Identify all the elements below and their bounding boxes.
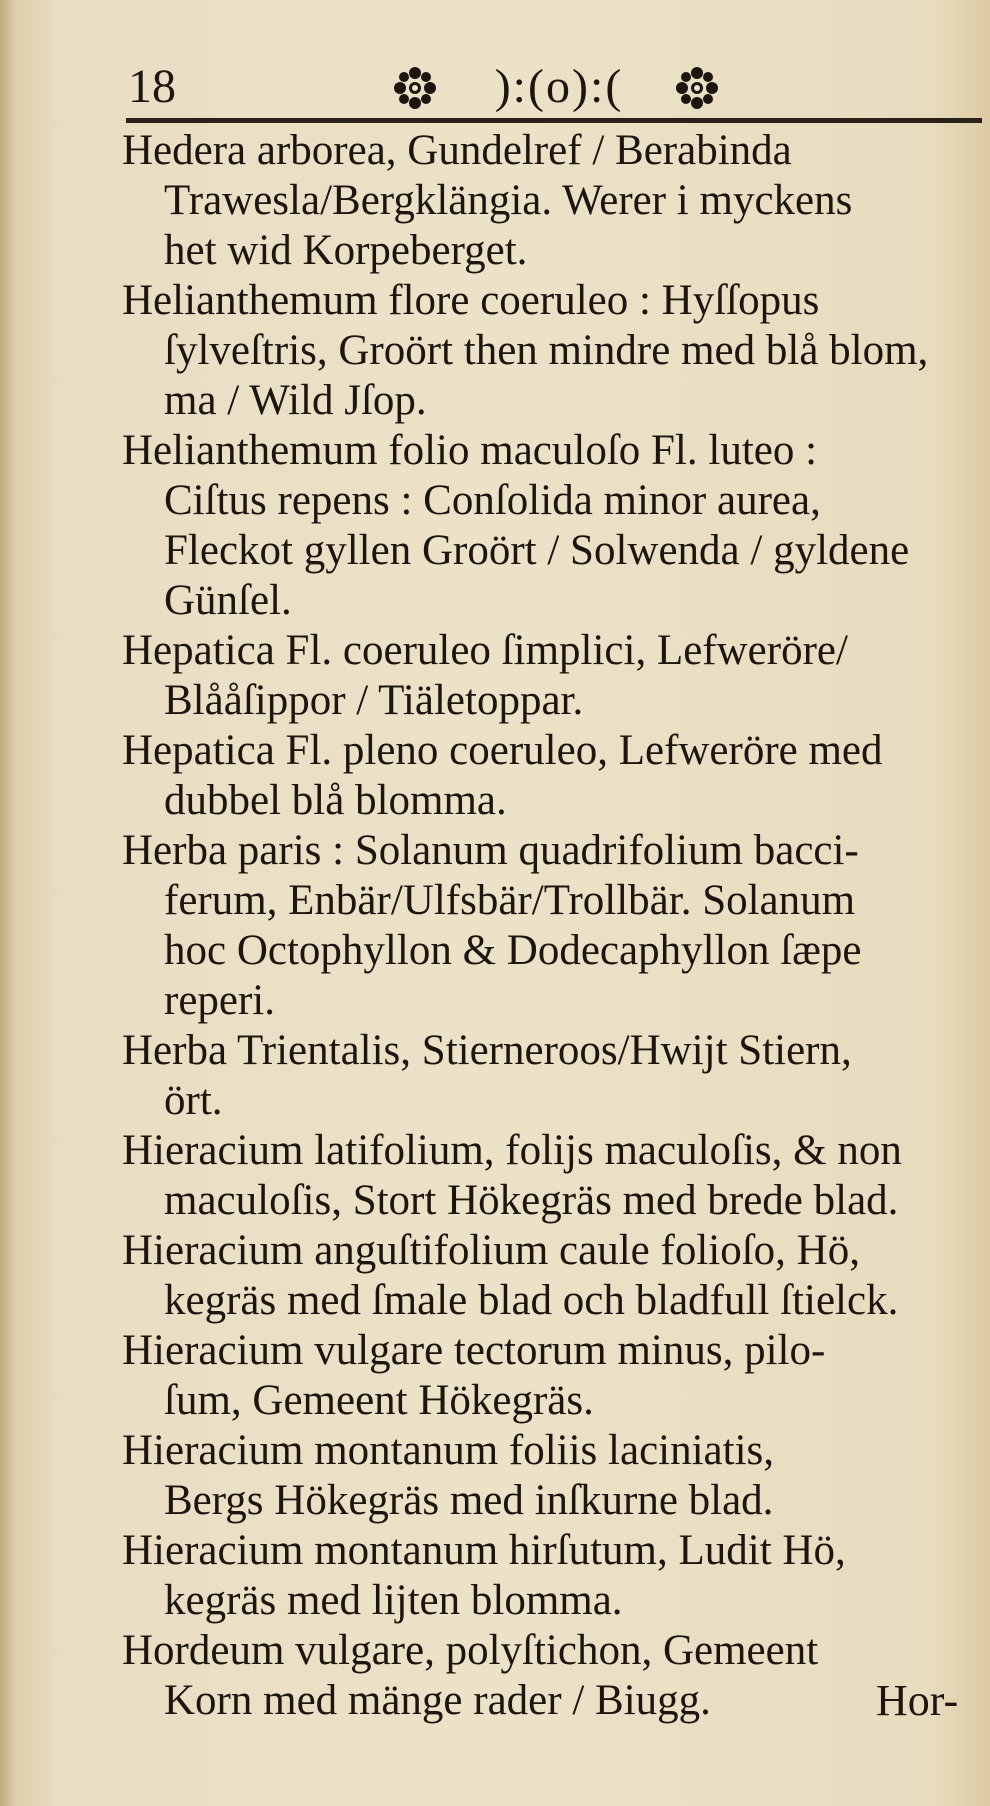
entry-line: Herba Trientalis, Stierneroos/Hwijt Stiern, xyxy=(122,1027,852,1074)
entry-line: Ciſtus repens : Conſolida minor aurea, xyxy=(164,477,821,524)
entry-line: Hieracium anguſtifolium caule folioſo, Hö, xyxy=(122,1227,860,1274)
entry-line: Günſel. xyxy=(164,577,292,624)
list-item xyxy=(122,1626,984,1746)
entry-line: ſylveſtris, Groört then mindre med blå blom, xyxy=(164,327,929,374)
entry-line: maculoſis, Stort Hökegräs med brede blad. xyxy=(164,1177,899,1224)
entry-line: kegräs med ſmale blad och bladfull ſtielck. xyxy=(164,1277,899,1324)
entry-line: Helianthemum flore coeruleo : Hyſſopus xyxy=(122,277,820,324)
entry-line: Hedera arborea, Gundelref / Berabinda xyxy=(122,127,792,174)
plant-list xyxy=(122,126,984,1726)
page-gutter xyxy=(0,0,14,1806)
entry-line: kegräs med lijten blomma. xyxy=(164,1577,623,1624)
list-item xyxy=(122,276,984,424)
entry-line: Hordeum vulgare, polyſtichon, Gemeent xyxy=(122,1627,819,1674)
entry-line: ferum, Enbär/Ulfsbär/Trollbär. Solanum xyxy=(164,877,856,924)
header-ornament-text: ):(o):( xyxy=(494,60,624,113)
entry-line: Hepatica Fl. pleno coeruleo, Lefweröre med xyxy=(122,727,883,774)
entry-line: reperi. xyxy=(164,977,276,1024)
entry-line: ört. xyxy=(164,1077,223,1124)
entry-line: Hieracium latifolium, folijs maculoſis, & non xyxy=(122,1127,902,1174)
list-item xyxy=(122,126,984,274)
entry-line: Hieracium vulgare tectorum minus, pilo- xyxy=(122,1327,826,1374)
entry-line: Hieracium montanum hirſutum, Ludit Hö, xyxy=(122,1527,846,1574)
entry-line: ſum, Gemeent Hökegräs. xyxy=(164,1377,594,1424)
entry-line: ma / Wild Jſop. xyxy=(164,377,427,424)
entry-line: Herba paris : Solanum quadrifolium bacci- xyxy=(122,827,859,874)
entry-line: Trawesla/Bergklängia. Werer i myckens xyxy=(164,177,853,224)
entry-line: hoc Octophyllon & Dodecaphyllon ſæpe xyxy=(164,927,862,974)
entry-line: het wid Korpeberget. xyxy=(164,227,528,274)
page-number: 18 xyxy=(128,60,176,113)
entry-line: Fleckot gyllen Groört / Solwenda / gyldene xyxy=(164,527,910,574)
header-rule xyxy=(126,118,982,123)
fleuron-icon xyxy=(390,63,440,113)
entry-line: Hepatica Fl. coeruleo ſimplici, Lefweröre/ xyxy=(122,627,848,674)
entry-line: Blååſippor / Tiäletoppar. xyxy=(164,677,584,724)
entry-line: dubbel blå blomma. xyxy=(164,777,507,824)
fleuron-icon xyxy=(672,63,722,113)
entry-line: Hieracium montanum foliis laciniatis, xyxy=(122,1427,775,1474)
list-item xyxy=(122,826,984,1024)
entry-line: Bergs Hökegräs med inſkurne blad. xyxy=(164,1477,774,1524)
catchword: Hor- xyxy=(876,1676,959,1725)
list-item xyxy=(122,426,984,624)
entry-line: Helianthemum folio maculoſo Fl. luteo : xyxy=(122,427,818,474)
entry-line: Korn med mänge rader / Biugg. xyxy=(164,1677,711,1724)
running-header xyxy=(118,55,984,121)
